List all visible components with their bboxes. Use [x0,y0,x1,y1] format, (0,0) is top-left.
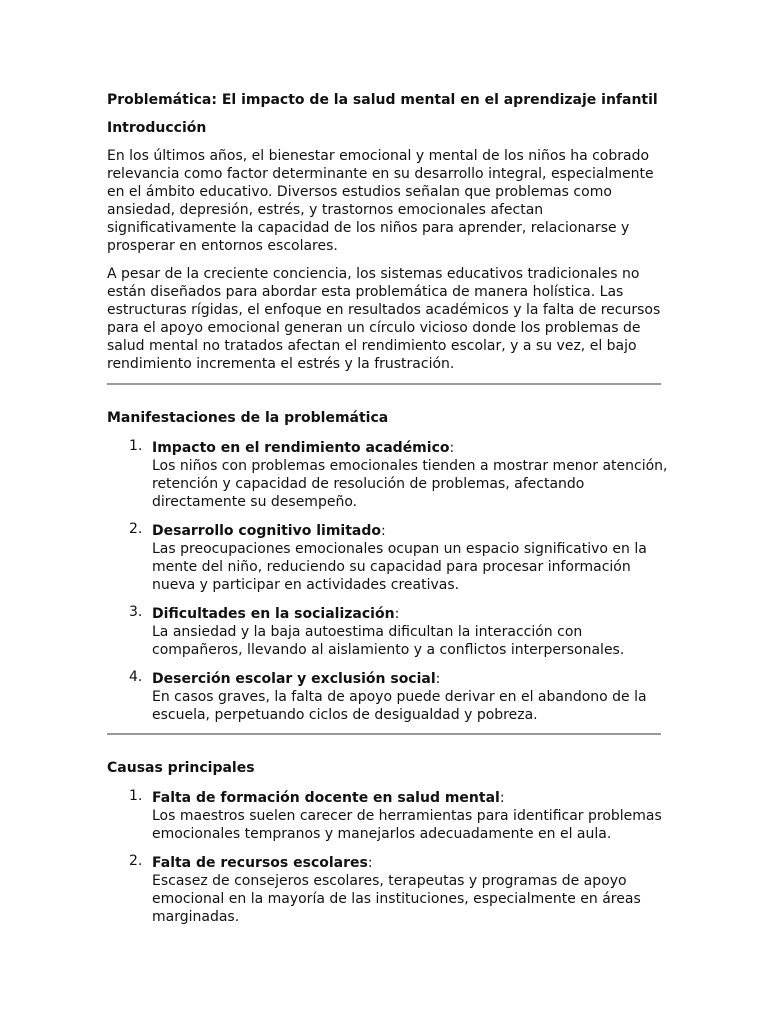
causes-heading: Causas principales [107,760,255,776]
section-divider-2 [107,733,661,735]
document-title: Problemática: El impacto de la salud mental en el aprendizaje infantil [107,92,658,108]
item-body: Escasez de consejeros escolares, terapeutas y programas de apoyo emocional en la mayoría de las instituciones, especialmente en áreas marginadas. [152,873,641,925]
item-body: La ansiedad y la baja autoestima dificultan la interacción con compañeros, llevando al aislamiento y a conflictos interpersonales. [152,624,625,658]
item-title: Impacto en el rendimiento académico [152,440,450,456]
item-body: Las preocupaciones emocionales ocupan un espacio significativo en la mente del niño, reduciendo su capacidad para procesar información nueva y participar en actividades creativas. [152,541,647,593]
list-item [107,603,661,659]
item-heading: Desarrollo cognitivo limitado: [152,523,386,539]
item-number: 4. [129,669,143,685]
item-title: Desarrollo cognitivo limitado [152,523,381,539]
item-number: 1. [129,788,143,804]
item-number: 2. [129,521,143,537]
item-heading: Dificultades en la socialización: [152,606,400,622]
item-title: Falta de formación docente en salud mental [152,790,500,806]
item-body: Los niños con problemas emocionales tienden a mostrar menor atención, retención y capacidad de resolución de problemas, afectando directamente su desempeño. [152,458,668,510]
manifestations-list [107,437,668,724]
list-item [107,787,661,843]
list-item [107,437,668,511]
item-number: 3. [129,604,143,620]
item-heading: Impacto en el rendimiento académico: [152,440,455,456]
list-item [107,668,661,724]
intro-heading: Introducción [107,120,207,136]
item-heading: Deserción escolar y exclusión social: [152,671,441,687]
item-heading: Falta de recursos escolares: [152,855,373,871]
manifestations-heading: Manifestaciones de la problemática [107,410,389,426]
item-title: Falta de recursos escolares [152,855,368,871]
item-heading: Falta de formación docente en salud mental: [152,790,505,806]
item-title: Deserción escolar y exclusión social [152,671,436,687]
item-title: Dificultades en la socialización [152,606,395,622]
intro-paragraph-2: A pesar de la creciente conciencia, los sistemas educativos tradicionales no están diseñados para abordar esta problemática de manera holística. Las estructuras rígidas, el enfoque en resultados académicos y la falta de recursos para el apoyo emocional generan un círculo vicioso donde los problemas de salud mental no tratados afectan el rendimiento escolar, y a su vez, el bajo rendimiento incrementa el estrés y la frustración. [107,266,661,372]
item-body: Los maestros suelen carecer de herramientas para identificar problemas emocionales tempranos y manejarlos adecuadamente en el aula. [152,808,662,842]
list-item [107,852,661,926]
causes-list [107,787,661,926]
item-body: En casos graves, la falta de apoyo puede derivar en el abandono de la escuela, perpetuando ciclos de desigualdad y pobreza. [152,689,647,723]
item-number: 1. [129,438,143,454]
item-number: 2. [129,853,143,869]
list-item [107,520,661,594]
section-divider-1 [107,383,661,385]
intro-paragraph-1: En los últimos años, el bienestar emocional y mental de los niños ha cobrado relevancia como factor determinante en su desarrollo integral, especialmente en el ámbito educativo. Diversos estudios señalan que problemas como ansiedad, depresión, estrés, y trastornos emocionales afectan significativamente la capacidad de los niños para aprender, relacionarse y prosperar en entornos escolares. [107,148,654,254]
